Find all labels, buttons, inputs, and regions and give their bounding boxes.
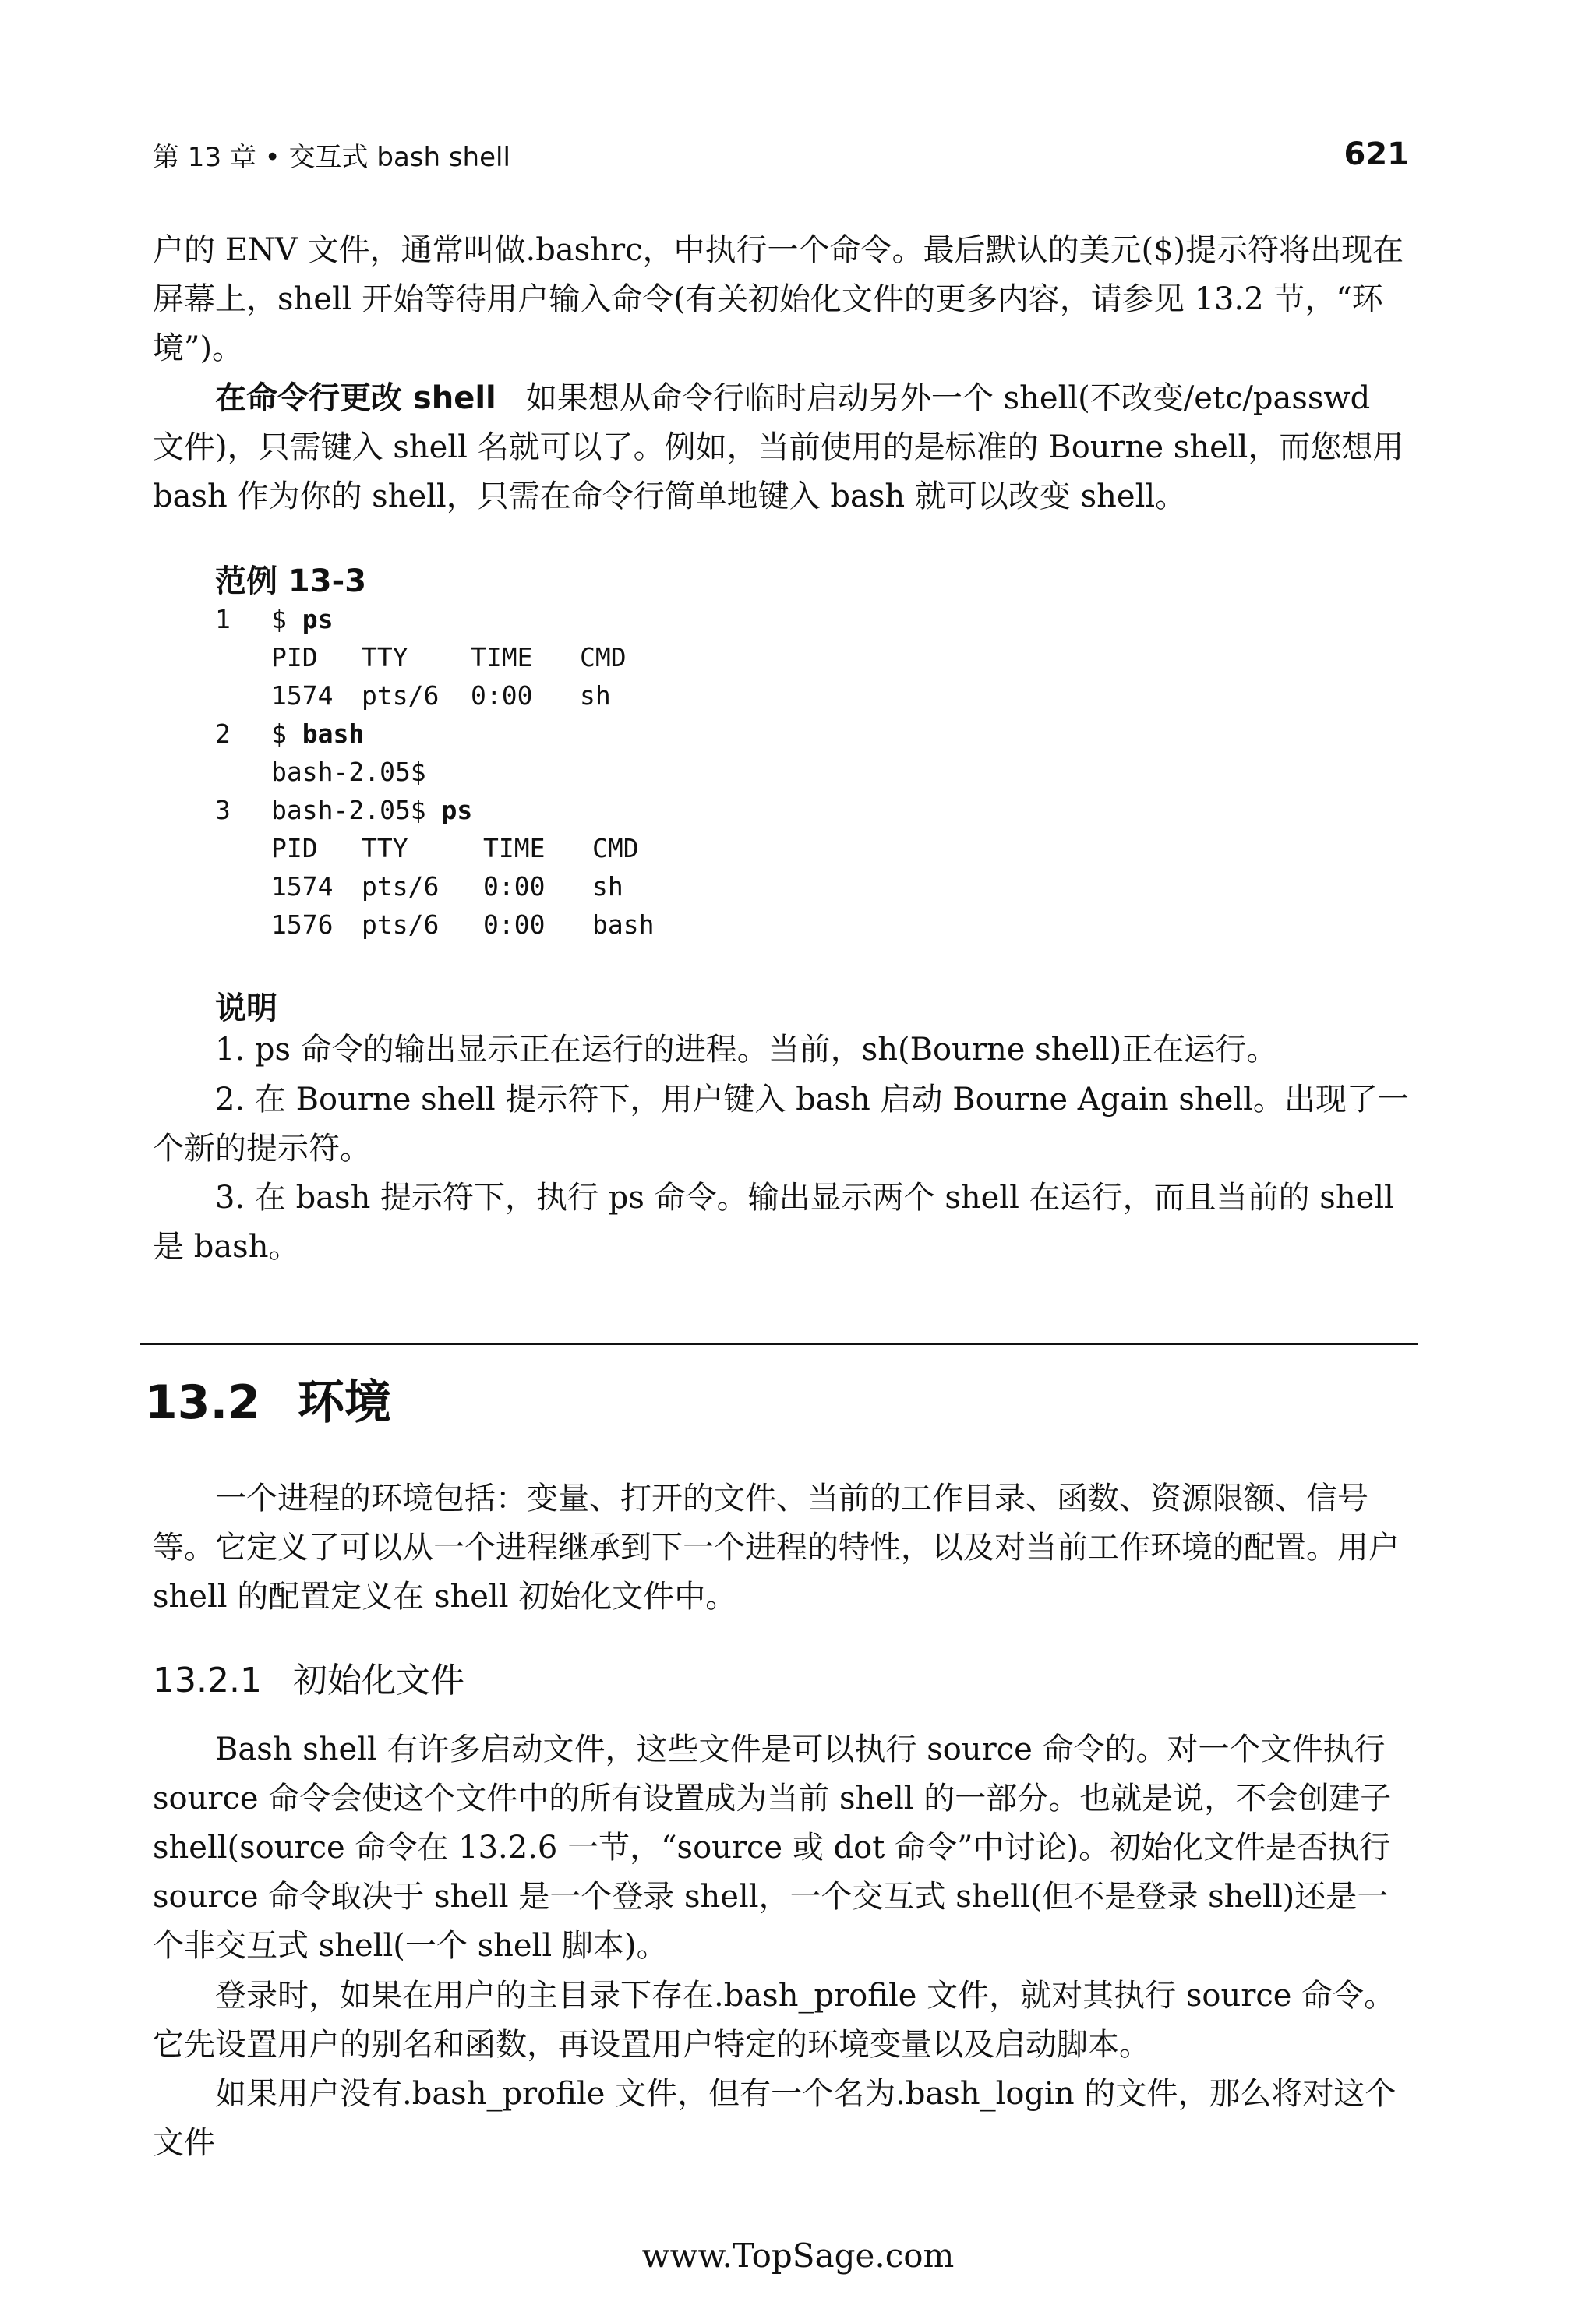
section-title-text: 环境: [298, 1375, 392, 1430]
example-code-block: [215, 600, 654, 944]
code-line: [215, 715, 654, 753]
running-head: 第 13 章 • 交互式 bash shell: [153, 141, 510, 173]
code-cell: 1574: [271, 871, 334, 902]
code-cell: sh: [580, 680, 611, 711]
change-shell-heading: 在命令行更改 shell: [215, 380, 496, 416]
change-shell-body: 如果想从命令行临时启动另外一个 shell(不改变/etc/passwd 文件)，只需键入 shell 名就可以了。例如，当前使用的是标准的 Bourne shell，而您想用 bash 作为你的 shell，只需在命令行简单地键入 bash 就可以改变 shell。: [153, 380, 1404, 514]
code-cell: pts/6: [362, 909, 440, 940]
subsection-number: 13.2.1: [153, 1661, 262, 1700]
code-output-row: [215, 676, 654, 715]
code-output-header: [215, 638, 654, 676]
code-line: [215, 791, 654, 829]
code-line-number: 2: [215, 718, 231, 749]
notes-title: 说明: [215, 990, 277, 1026]
code-cell: pts/6: [362, 680, 440, 711]
code-cell: 0:00: [483, 909, 546, 940]
note-item: 3. 在 bash 提示符下，执行 ps 命令。输出显示两个 shell 在运行，而且当前的 shell 是 bash。: [153, 1180, 1394, 1265]
section-heading: [145, 1365, 391, 1432]
code-command: ps: [302, 604, 334, 634]
code-cell: TTY: [362, 642, 408, 673]
code-prompt: bash-2.05$: [271, 795, 442, 825]
section-number: 13.2: [145, 1375, 261, 1430]
section-divider: [140, 1343, 1418, 1345]
code-cell: CMD: [580, 642, 627, 673]
code-cell: TTY: [362, 833, 408, 863]
note-item: 1. ps 命令的输出显示正在运行的进程。当前，sh(Bourne shell)正在运行。: [215, 1032, 1278, 1068]
code-cell: PID: [271, 642, 318, 673]
code-line: [215, 600, 654, 638]
code-cell: 0:00: [471, 680, 533, 711]
page-footer: www.TopSage.com: [641, 2237, 955, 2275]
intro-paragraph: 户的 ENV 文件，通常叫做.bashrc，中执行一个命令。最后默认的美元($)提示符将出现在屏幕上，shell 开始等待用户输入命令(有关初始化文件的更多内容，请参见 13.2 节，“环境”)。: [153, 232, 1404, 366]
code-output-header: [215, 829, 654, 867]
code-cell: 1576: [271, 909, 334, 940]
code-cell: 0:00: [483, 871, 546, 902]
code-line-number: 1: [215, 604, 231, 634]
code-output-row: [215, 867, 654, 906]
code-text: bash-2.05$: [271, 757, 426, 787]
section-paragraph: 一个进程的环境包括：变量、打开的文件、当前的工作目录、函数、资源限额、信号等。它定义了可以从一个进程继承到下一个进程的特性，以及对当前工作环境的配置。用户 shell 的配置定义在 shell 初始化文件中。: [153, 1481, 1400, 1615]
code-output-row: [215, 753, 654, 791]
body-paragraph: Bash shell 有许多启动文件，这些文件是可以执行 source 命令的。对一个文件执行 source 命令会使这个文件中的所有设置成为当前 shell 的一部分。也就是说，不会创建子 shell(source 命令在 13.2.6 一节，“source 或 dot 命令”中讨论)。初始化文件是否执行 source 命令取决于 shell 是一个登录 shell，一个交互式 shell(但不是登录 shell)还是一个非交互式 shell(一个 shell 脚本)。: [153, 1732, 1392, 1964]
code-cell: CMD: [592, 833, 639, 863]
note-item: 2. 在 Bourne shell 提示符下，用户键入 bash 启动 Bourne Again shell。出现了一个新的提示符。: [153, 1082, 1409, 1167]
code-cell: 1574: [271, 680, 334, 711]
subsection-heading: [153, 1652, 464, 1702]
body-paragraph: 登录时，如果在用户的主目录下存在.bash_profile 文件，就对其执行 source 命令。它先设置用户的别名和函数，再设置用户特定的环境变量以及启动脚本。: [153, 1978, 1396, 2063]
subsection-title-text: 初始化文件: [292, 1661, 464, 1700]
code-cell: PID: [271, 833, 318, 863]
code-command: bash: [302, 718, 365, 749]
code-cell: sh: [592, 871, 623, 902]
code-command: ps: [441, 795, 473, 825]
code-prompt: $: [271, 604, 302, 634]
code-cell: TIME: [483, 833, 546, 863]
code-output-row: [215, 906, 654, 944]
code-prompt: $: [271, 718, 302, 749]
example-title: 范例 13-3: [215, 563, 367, 599]
body-paragraph: 如果用户没有.bash_profile 文件，但有一个名为.bash_login 的文件，那么将对这个文件: [153, 2076, 1396, 2161]
page-number: 621: [1344, 136, 1409, 172]
change-shell-paragraph: [153, 374, 1409, 521]
code-cell: bash: [592, 909, 655, 940]
code-line-number: 3: [215, 795, 231, 825]
code-cell: TIME: [471, 642, 533, 673]
page-header: [153, 131, 1409, 178]
code-cell: pts/6: [362, 871, 440, 902]
